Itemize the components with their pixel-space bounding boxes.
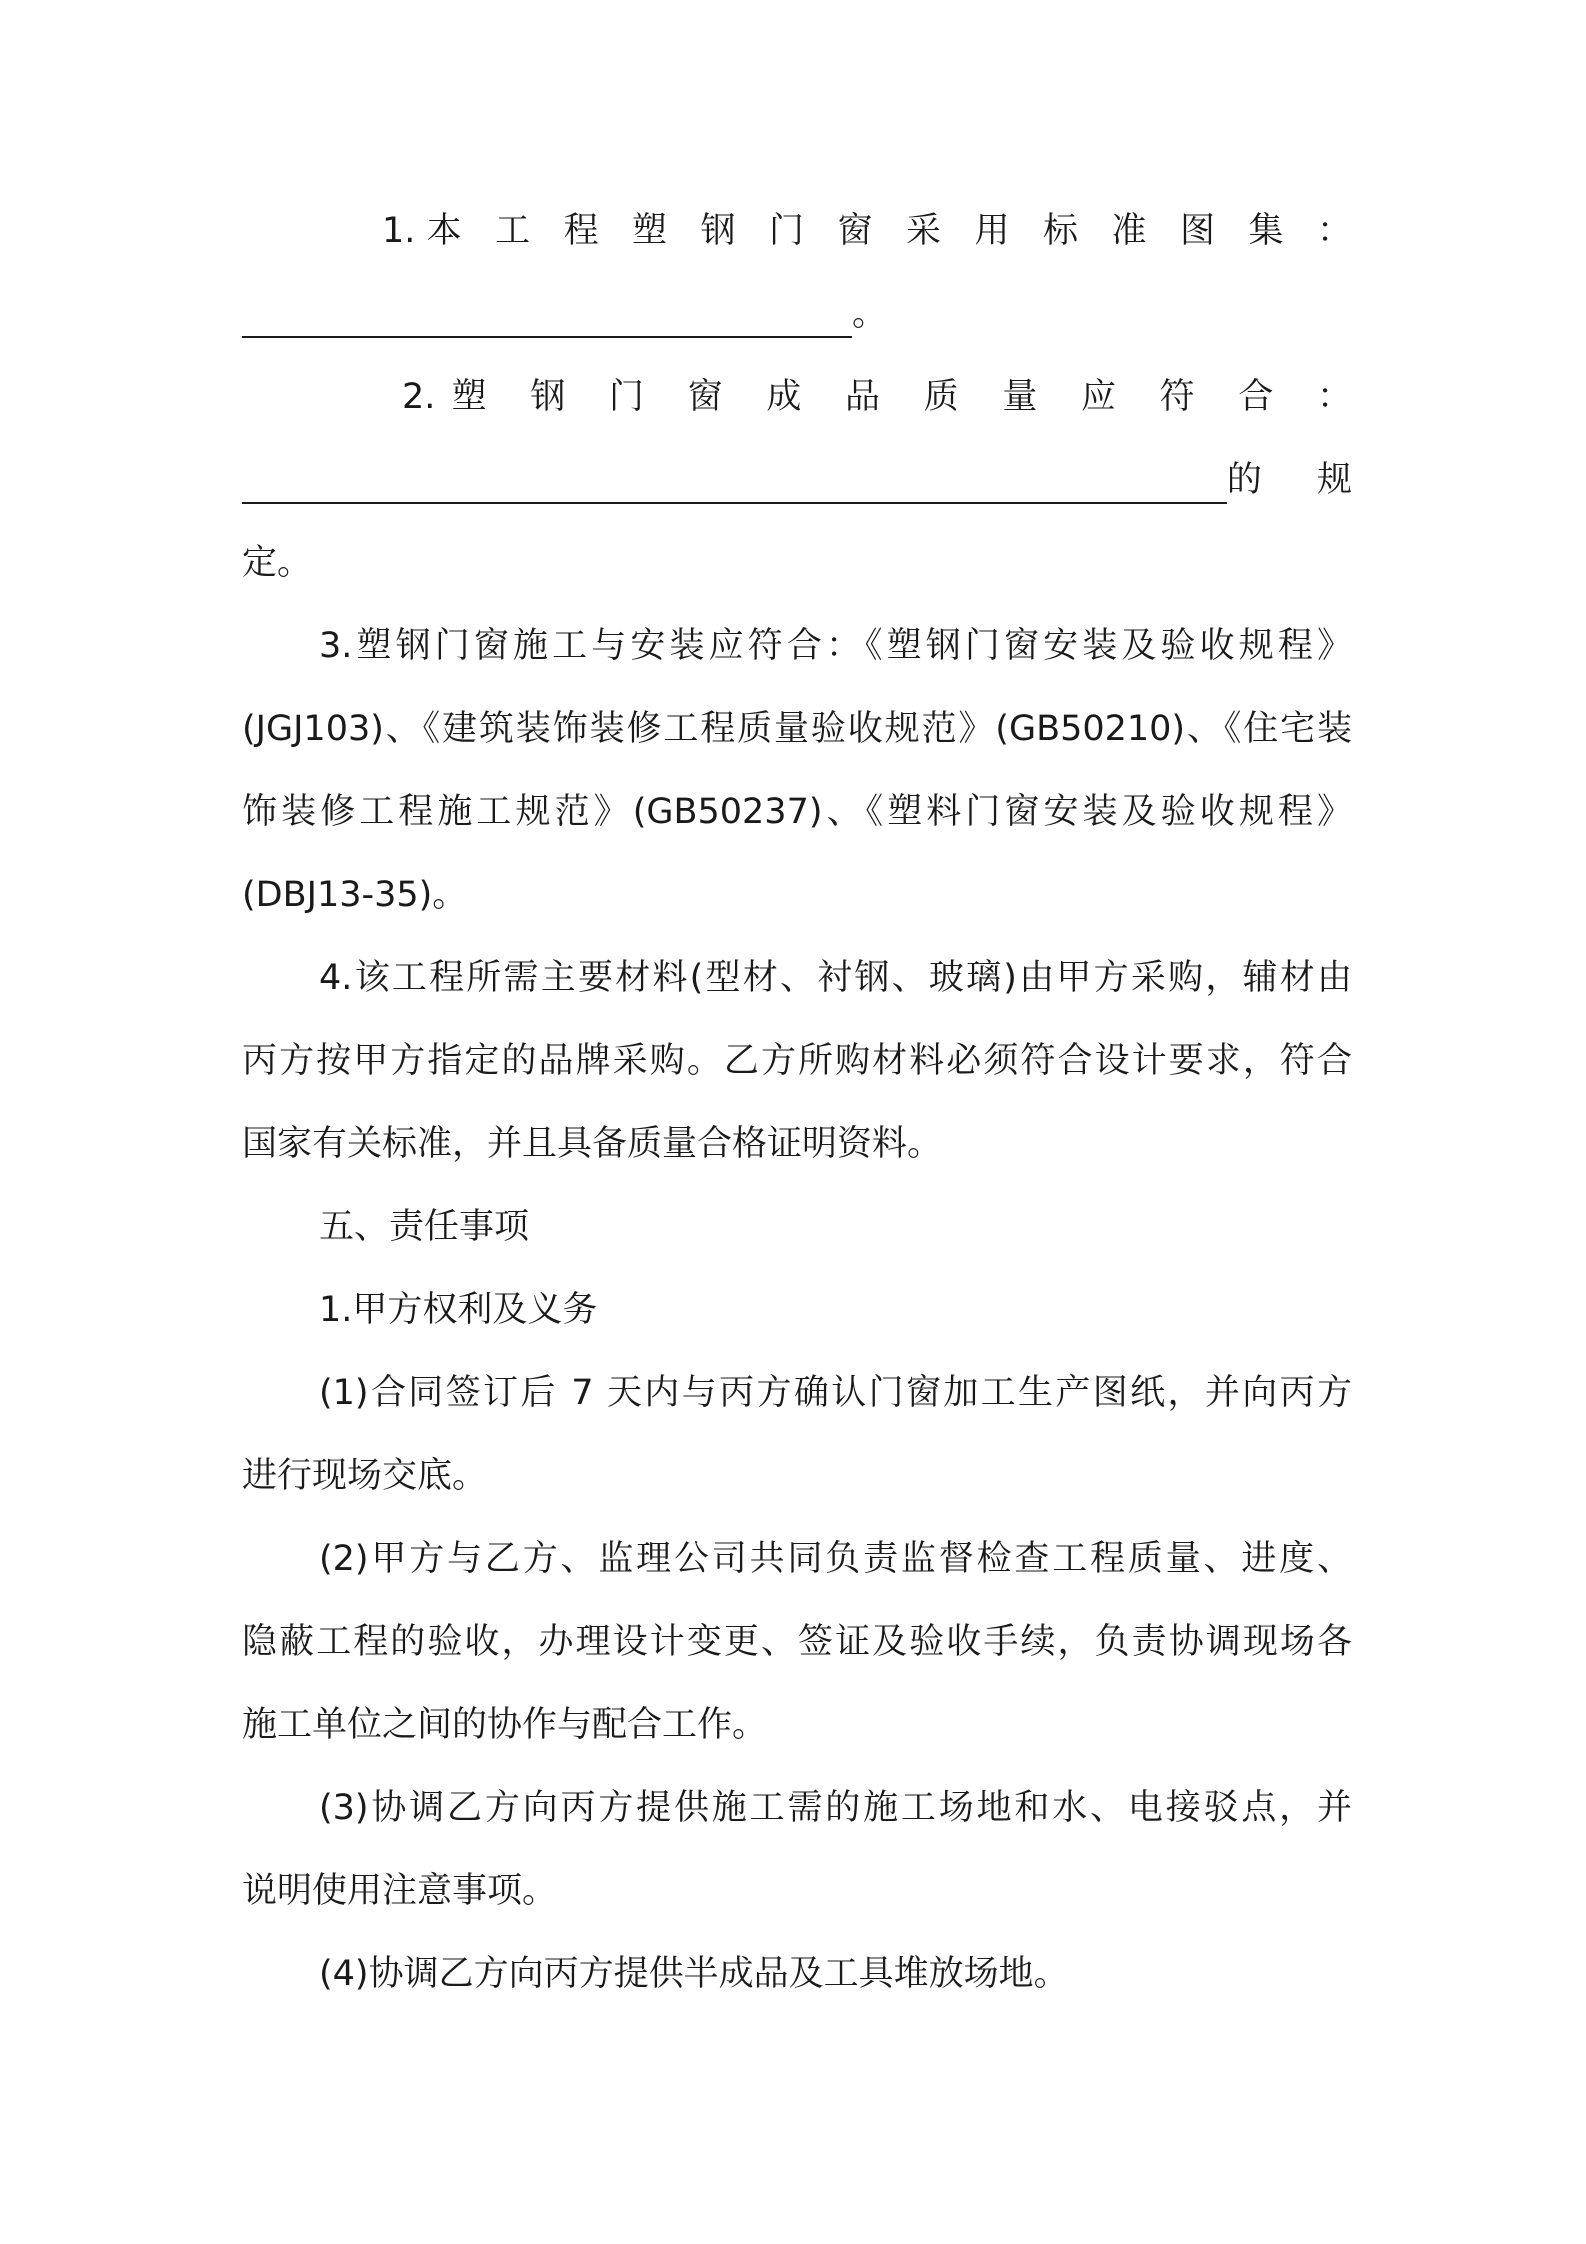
item1-line1: 1.本 工 程 塑 钢 门 窗 采 用 标 准 图 集 ： (382, 211, 1352, 251)
clause3-line1: (3)协调乙方向丙方提供施工需的施工场地和水、电接驳点，并 (319, 1788, 1352, 1828)
clause2-line2: 隐蔽工程的验收，办理设计变更、签证及验收手续，负责协调现场各 (242, 1622, 1352, 1662)
clause3-line2: 说明使用注意事项。 (242, 1871, 558, 1911)
item2-line1: 2.塑 钢 门 窗 成 品 质 量 应 符 合 ： (402, 377, 1352, 417)
item3-line2: (JGJ103)、《建筑装饰装修工程质量验收规范》(GB50210)、《住宅装 (242, 709, 1352, 749)
clause1-line1: (1)合同签订后 7 天内与丙方确认门窗加工生产图纸，并向丙方 (319, 1373, 1352, 1413)
item2-line2-end: 的 规 (1226, 460, 1374, 500)
section-heading-responsibilities: 五、责任事项 (319, 1207, 530, 1247)
item4-line1: 4.该工程所需主要材料(型材、衬钢、玻璃)由甲方采购，辅材由 (319, 958, 1352, 998)
item3-line4: (DBJ13-35)。 (242, 875, 468, 915)
item1-line2 (242, 273, 1352, 356)
item4-line2: 丙方按甲方指定的品牌采购。乙方所购材料必须符合设计要求，符合 (242, 1041, 1352, 1081)
clause2-line1: (2)甲方与乙方、监理公司共同负责监督检查工程质量、进度、 (319, 1539, 1352, 1579)
clause2-line3: 施工单位之间的协作与配合工作。 (242, 1705, 768, 1745)
item1-line2-end: 。 (852, 294, 888, 334)
item3-line3: 饰装修工程施工规范》(GB50237)、《塑料门窗安装及验收规程》 (242, 792, 1352, 832)
item3-line1: 3.塑钢门窗施工与安装应符合：《塑钢门窗安装及验收规程》 (319, 626, 1352, 666)
blank-underline-quality-standard[interactable] (242, 456, 1227, 504)
clause1-line2: 进行现场交底。 (242, 1456, 488, 1496)
item2-line2 (242, 439, 1374, 522)
document-body (242, 190, 1374, 2016)
item4-line3: 国家有关标准，并且具备质量合格证明资料。 (242, 1124, 943, 1164)
subheading-party-a-rights: 1.甲方权利及义务 (319, 1290, 598, 1330)
item2-line3: 定。 (242, 543, 313, 583)
clause4-line1: (4)协调乙方向丙方提供半成品及工具堆放场地。 (319, 1954, 1069, 1994)
blank-underline-standard-atlas[interactable] (242, 290, 852, 338)
